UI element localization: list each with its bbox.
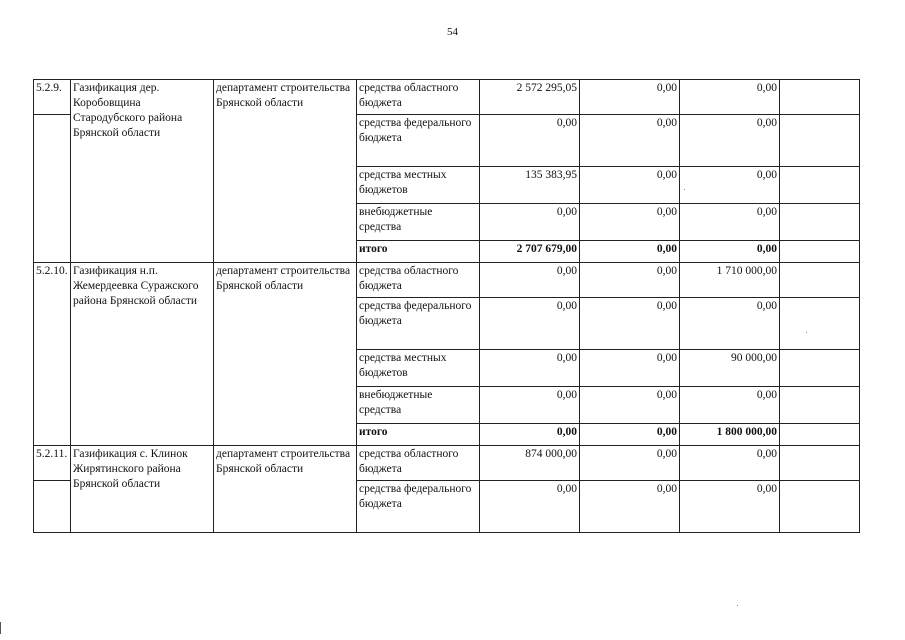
amount-cell: 0,00 <box>680 115 780 167</box>
amount-cell: 0,00 <box>580 350 680 387</box>
funding-source: средства местных бюджетов <box>357 350 480 387</box>
funding-source: средства федерального бюджета <box>357 115 480 167</box>
amount-cell <box>780 298 860 350</box>
amount-cell: 0,00 <box>480 204 580 241</box>
scan-speck <box>806 332 807 333</box>
amount-cell: 2 572 295,05 <box>480 80 580 115</box>
scan-speck <box>737 605 738 606</box>
amount-cell: 0,00 <box>680 80 780 115</box>
project-name: Газификация дер. Коробовщина Стародубского района Брянской области <box>71 80 214 263</box>
amount-cell: 0,00 <box>580 263 680 298</box>
project-executor: департамент строительства Брянской области <box>214 263 357 446</box>
amount-cell: 0,00 <box>680 387 780 424</box>
total-amount <box>780 424 860 446</box>
amount-cell: 0,00 <box>580 167 680 204</box>
funding-source: средства областного бюджета <box>357 263 480 298</box>
amount-cell: 0,00 <box>480 481 580 533</box>
amount-cell: 0,00 <box>580 298 680 350</box>
funding-source: средства местных бюджетов <box>357 167 480 204</box>
table-row <box>34 80 860 115</box>
amount-cell: 0,00 <box>680 298 780 350</box>
funding-source: средства федерального бюджета <box>357 481 480 533</box>
amount-cell <box>780 204 860 241</box>
amount-cell <box>780 387 860 424</box>
project-name: Газификация с. Клинок Жирятинского района Брянской области <box>71 446 214 533</box>
scan-speck <box>684 189 685 190</box>
amount-cell: 0,00 <box>680 204 780 241</box>
amount-cell: 0,00 <box>580 204 680 241</box>
amount-cell: 0,00 <box>480 298 580 350</box>
project-name: Газификация н.п. Жемердеевка Суражского района Брянской области <box>71 263 214 446</box>
total-amount: 2 707 679,00 <box>480 241 580 263</box>
amount-cell: 0,00 <box>580 387 680 424</box>
amount-cell <box>780 481 860 533</box>
amount-cell: 0,00 <box>480 263 580 298</box>
project-executor: департамент строительства Брянской области <box>214 446 357 533</box>
amount-cell: 0,00 <box>580 115 680 167</box>
amount-cell <box>780 263 860 298</box>
scan-edge-mark <box>0 622 1 634</box>
funding-source: внебюджетные средства <box>357 204 480 241</box>
project-id: 5.2.9. <box>34 80 71 115</box>
total-amount: 1 800 000,00 <box>680 424 780 446</box>
amount-cell <box>780 350 860 387</box>
total-label: итого <box>357 424 480 446</box>
amount-cell <box>780 115 860 167</box>
amount-cell <box>780 167 860 204</box>
total-label: итого <box>357 241 480 263</box>
amount-cell: 0,00 <box>580 481 680 533</box>
funding-source: средства областного бюджета <box>357 80 480 115</box>
funding-source: средства областного бюджета <box>357 446 480 481</box>
project-id: 5.2.11. <box>34 446 71 481</box>
project-id: 5.2.10. <box>34 263 71 446</box>
total-amount: 0,00 <box>580 424 680 446</box>
amount-cell: 874 000,00 <box>480 446 580 481</box>
table-row <box>34 446 860 481</box>
total-amount: 0,00 <box>580 241 680 263</box>
amount-cell: 0,00 <box>480 387 580 424</box>
amount-cell: 135 383,95 <box>480 167 580 204</box>
amount-cell <box>780 446 860 481</box>
project-id-empty <box>34 115 71 263</box>
total-amount <box>780 241 860 263</box>
amount-cell: 0,00 <box>580 446 680 481</box>
amount-cell: 0,00 <box>680 446 780 481</box>
amount-cell: 0,00 <box>480 350 580 387</box>
funding-source: внебюджетные средства <box>357 387 480 424</box>
page-number: 54 <box>447 26 458 38</box>
project-executor: департамент строительства Брянской области <box>214 80 357 263</box>
total-amount: 0,00 <box>680 241 780 263</box>
total-amount: 0,00 <box>480 424 580 446</box>
project-id-empty <box>34 481 71 533</box>
amount-cell: 0,00 <box>680 167 780 204</box>
amount-cell: 1 710 000,00 <box>680 263 780 298</box>
amount-cell: 0,00 <box>580 80 680 115</box>
budget-table <box>33 79 860 533</box>
amount-cell: 90 000,00 <box>680 350 780 387</box>
table-row <box>34 263 860 298</box>
amount-cell: 0,00 <box>680 481 780 533</box>
funding-source: средства федерального бюджета <box>357 298 480 350</box>
amount-cell <box>780 80 860 115</box>
amount-cell: 0,00 <box>480 115 580 167</box>
